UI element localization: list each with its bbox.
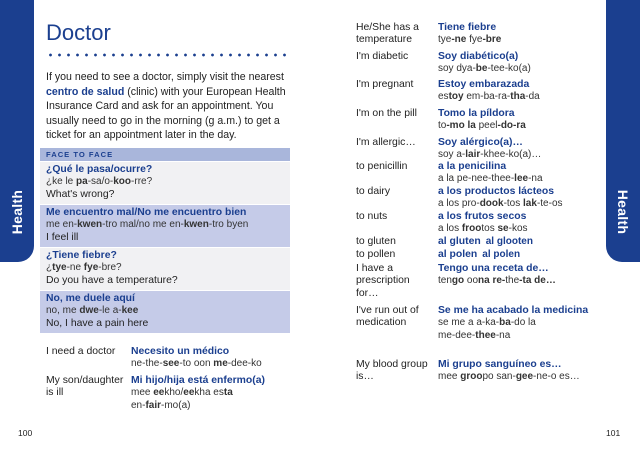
english-phrase: to penicillin (356, 161, 408, 172)
spanish-phrase: Se me ha acabado la medicina (438, 305, 589, 316)
spanish-column (438, 108, 608, 133)
pronunciation: no, me dwe-le a-kee (46, 305, 139, 317)
spanish-column (131, 346, 301, 371)
pronunciation: soy dya-be-tee-ko(a) (438, 63, 531, 75)
spanish-phrase: Me encuentro mal/No me encuentro bien (46, 207, 247, 218)
pronunciation: to-mo la peel-do-ra (438, 120, 526, 132)
spanish-phrase: Estoy embarazada (438, 79, 530, 90)
spanish-column (438, 236, 608, 248)
spanish-phrase: Mi hijo/hija está enfermo(a) (131, 375, 265, 386)
english-phrase: I have a prescription for… (356, 263, 410, 299)
spanish-phrase: a la penicilina (438, 161, 507, 172)
english-phrase: I've run out of medication (356, 305, 419, 329)
english-phrase: He/She has a temperature (356, 22, 419, 46)
spanish-phrase: ¿Tiene fiebre? (46, 250, 117, 261)
english-phrase: I'm pregnant (356, 79, 414, 90)
english-translation: What's wrong? (46, 188, 115, 200)
spanish-phrase: Soy diabético(a) (438, 51, 519, 62)
spanish-phrase: Tomo la píldora (438, 108, 515, 119)
spanish-phrase: No, me duele aquí (46, 293, 135, 304)
intro-highlight: centro de salud (46, 85, 125, 98)
spanish-column (438, 305, 608, 342)
spanish-column (438, 263, 608, 288)
english-phrase: I need a doctor (46, 346, 116, 357)
pronunciation: al glooten (485, 236, 533, 247)
pronunciation: mee eekho/eekha esta (131, 387, 233, 399)
dialogue-line (40, 162, 290, 204)
intro-text: (clinic) with your European Health Insurance Card and ask for an appointment. You usually need to go in the morning (g a.m.) to get a ticket for an appointment later in the day. (46, 85, 286, 142)
english-phrase: I'm diabetic (356, 51, 409, 62)
pronunciation: tengo oona re-the-ta de… (438, 275, 556, 287)
spanish-column (131, 375, 301, 412)
spanish-column (438, 211, 608, 236)
english-phrase: to dairy (356, 186, 391, 197)
intro-text: If you need to see a doctor, simply visit the nearest (46, 71, 284, 83)
english-phrase: I'm on the pill (356, 108, 417, 119)
pronunciation: tye-ne fye-bre (438, 34, 502, 46)
dotted-divider (46, 50, 290, 60)
spanish-phrase: a los productos lácteos (438, 186, 555, 197)
intro-paragraph (46, 70, 290, 143)
spanish-column (438, 249, 608, 261)
dialogue-line (40, 205, 290, 247)
spanish-column (438, 51, 608, 76)
spanish-phrase: Necesito un médico (131, 346, 230, 357)
english-phrase: to gluten (356, 236, 396, 247)
pronunciation: en-fair-mo(a) (131, 399, 191, 411)
spanish-phrase: Soy alérgico(a)… (438, 137, 523, 148)
pronunciation: ne-the-see-to oon me-dee-ko (131, 358, 262, 370)
section-tab-right (606, 0, 640, 262)
pronunciation: al polen (482, 249, 521, 260)
english-translation: No, I have a pain here (46, 317, 149, 329)
spanish-phrase: Tiene fiebre (438, 22, 497, 33)
face-to-face-header: FACE TO FACE (40, 148, 290, 161)
pronunciation: ¿tye-ne fye-bre? (46, 262, 122, 274)
english-translation: I feel ill (46, 231, 79, 243)
pronunciation: a los frootos se-kos (438, 223, 528, 235)
dialogue-line (40, 248, 290, 290)
pronunciation: a los pro-dook-tos lak-te-os (438, 198, 563, 210)
english-phrase: I'm allergic… (356, 137, 416, 148)
dialogue-line (40, 291, 290, 333)
pronunciation: soy a-lair-khee-ko(a)… (438, 149, 542, 161)
english-phrase: My son/daughter is ill (46, 375, 124, 399)
spanish-phrase: al polen (438, 249, 478, 260)
page-title: Doctor (46, 20, 111, 45)
spanish-phrase: Mi grupo sanguíneo es… (438, 359, 562, 370)
english-phrase: to nuts (356, 211, 388, 222)
english-phrase: My blood group is… (356, 359, 428, 383)
english-translation: Do you have a temperature? (46, 274, 178, 286)
section-tab-left (0, 0, 34, 262)
spanish-column (438, 161, 608, 186)
pronunciation: mee groopo san-gee-ne-o es… (438, 371, 580, 383)
spanish-phrase: Tengo una receta de… (438, 263, 549, 274)
page-number-left: 100 (18, 428, 33, 438)
pronunciation: me en-kwen-tro mal/no me en-kwen-tro byen (46, 219, 249, 231)
pronunciation: estoy em-ba-ra-tha-da (438, 91, 540, 103)
spanish-column (438, 79, 608, 104)
spanish-phrase: al gluten (438, 236, 481, 247)
section-tab-label: Health (615, 189, 631, 235)
pronunciation: me-dee-thee-na (438, 329, 511, 341)
page-number-right: 101 (606, 428, 621, 438)
spanish-column (438, 186, 608, 211)
pronunciation: a la pe-nee-thee-lee-na (438, 173, 543, 185)
spanish-column (438, 22, 608, 47)
pronunciation: se me a a-ka-ba-do la (438, 317, 536, 329)
spanish-phrase: ¿Qué le pasa/ocurre? (46, 164, 153, 175)
pronunciation: ¿ke le pa-sa/o-koo-rre? (46, 176, 153, 188)
section-tab-label: Health (9, 189, 25, 235)
spanish-column (438, 359, 608, 384)
spanish-phrase: a los frutos secos (438, 211, 527, 222)
spanish-column (438, 137, 608, 162)
english-phrase: to pollen (356, 249, 396, 260)
